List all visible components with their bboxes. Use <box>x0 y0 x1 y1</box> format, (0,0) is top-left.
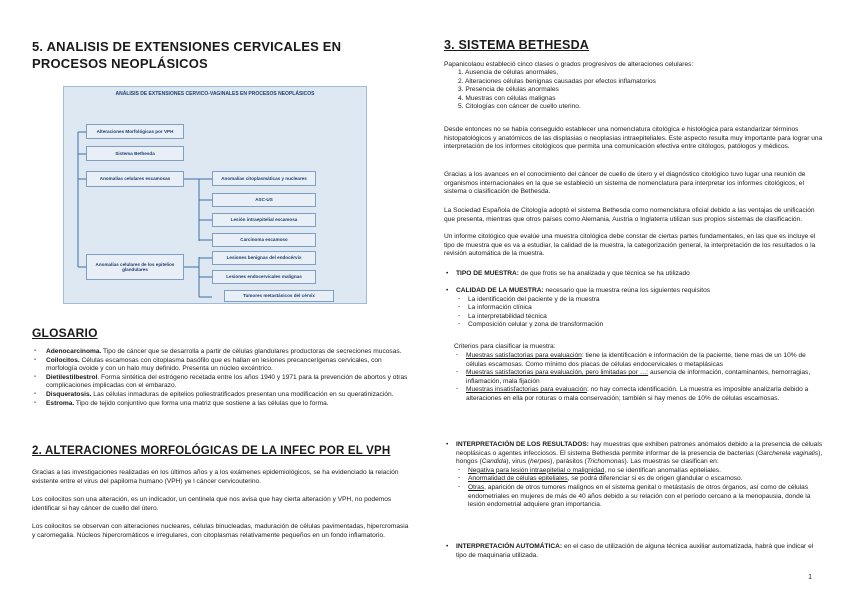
calidad-subitem: - La interpretabilidad técnica <box>456 313 824 322</box>
bethesda-paragraph: Gracias a los avances en el conocimiento del cáncer de cuello de útero y el diagnóstico citológico tuvo lugar una reunión de organismos internacionales en la que se estableció un sistema de nomenclatura para interpretar los informes citológicos, el sistema o clasificación de Bethesda. <box>444 171 806 196</box>
section5-title: 5. ANALISIS DE EXTENSIONES CERVICALES EN PROCESOS NEOPLÁSICOS <box>32 39 342 71</box>
section2-paragraph: Los coilocitos son una alteración, es un indicador, un centinela que nos avisa que hay cierta alteración y VPH, no podemos identificar si hay cáncer de cuello del útero. <box>32 496 392 512</box>
diagram-box-malignas: Lesiones endocervicales malignas <box>212 270 316 284</box>
section2-title: 2. ALTERACIONES MORFOLÓGICAS DE LA INFEC POR EL VPH <box>32 445 391 457</box>
page-number: 1 <box>808 574 812 581</box>
glosario-list <box>32 348 412 408</box>
section2-paragraph: Gracias a las investigaciones realizadas en los últimos años y a los exámenes epidemiológicos, se ha evidenciado la relación existente entre el virus del papiloma humano (VPH) ye l cáncer cervicouterino. <box>32 469 399 485</box>
tipo-muestra-item: • TIPO DE MUESTRA: de que frotis se ha analizada y que técnica se ha utilizado <box>444 270 824 279</box>
interpretacion-list <box>444 441 824 510</box>
class-item: 4. Muestras con células malignas <box>458 94 556 102</box>
glosario-item: - Dietilestilbestrol. Forma sintética del estrógeno recetada entre los años 1940 y 1971 para la prevención de abortos y otras complicaciones implicadas con el embarazo. <box>32 374 412 391</box>
diagram-box-bethesda: Sistema Bethesda <box>86 146 184 161</box>
calidad-subitem: - La información clínica <box>456 304 824 313</box>
diagram-box-escamosas: Anomalías celulares escamosas <box>86 171 184 187</box>
criterios-list <box>454 352 824 404</box>
section3-title: 3. SISTEMA BETHESDA <box>444 38 590 52</box>
criterios-label: Criterios para clasificar la muestra: <box>454 343 556 350</box>
papanicolaou-classes <box>458 69 818 112</box>
bethesda-paragraph: La Sociedad Española de Citología adoptó el sistema Bethesda como nomenclatura oficial debido a las ventajas de unificación que presenta, mientras que otros países como Alemania, Austria o Inglaterra utilizan sus propios sistemas de clasificación. <box>444 207 815 223</box>
diagram-box-glandulares: Anomalías celulares de los epitelios glandulares <box>86 254 184 280</box>
interpretacion-subitem: - Anormalidad de células epiteliales, se podrá diferenciar si es de origen glandular o escamoso. <box>456 475 824 484</box>
interpretacion-subitem: - Negativa para lesión intraepitelial o malignidad, no se identifican anomalías epiteliales. <box>456 467 824 476</box>
calidad-subitem: - La identificación del paciente y de la muestra <box>456 296 824 305</box>
class-item: 2. Alteraciones células benignas causadas por efectos inflamatorios <box>458 77 656 85</box>
interpretacion-subitem: - Otras, aparición de otros tumores malignos en el sistema genital o metástasis de otros órganos, así como de células endometriales en mujeres de más de 40 años debido a su relación con el periodo cercano a la menopausia, donde la lesión endometrial adquiere gran importancia. <box>456 484 824 510</box>
diagram-box-benignas: Lesiones benignas del endocérvix <box>212 251 316 265</box>
diagram <box>63 86 367 304</box>
criterio-item: - Muestras satisfactorias para evaluación: tiene la identificación e información de la paciente, tiene mas de un 10% de células escamosas. Como mínimo dos placas de células endocervicales o metaplásicas <box>454 352 824 369</box>
interpretacion-sublist <box>456 467 824 510</box>
calidad-sublist <box>456 296 824 330</box>
class-item: 1. Ausencia de células anormales, <box>458 69 559 76</box>
interpretacion-item: • INTERPRETACIÓN DE LOS RESULTADOS: hay muestras que exhiben patrones anómalos debido a la presencia de céluals neoplásicas o agentes infecciosos. El sistema Bethesda permite informar de la presencia de bacterias (Garcherela vaginalis), hongos (Candida), virus (herpes), parásitos (Trichomonas). Las muestras se clasifican en: - Negativa para lesión intraepitelial o malignidad, no se identifican anomalías epiteliales. - Anormalidad de células epiteliales, se podrá diferenciar si es de origen glandular o escamoso. - Otras, aparición de otros tumores malignos en el sistema genital o metástasis de otros órganos, así como de células endometriales en mujeres de más de 40 años debido a su relación con el periodo cercano a la menopausia, donde la lesión endometrial adquiere gran importancia. <box>444 441 824 510</box>
diagram-box-citoplasmaticas: Anomalías citoplasmáticas y nucleares <box>212 171 316 186</box>
glosario-item: - Estroma. Tipo de tejido conjuntivo que forma una matriz que sostiene a las células que lo forma. <box>32 400 412 409</box>
diagram-box-metastasicos: Tumores metastásicos del cérvix <box>224 290 334 302</box>
bethesda-paragraph: Un informe citológico que evalúe una muestra citológica debe constar de ciertas partes fundamentales, en las que es incluye el tipo de muestra que es va a estudiar, la calidad de la muestra, la categorización general, la interpretación de los resultados o la revisión automática de la muestra. <box>444 233 816 258</box>
diagram-box-vph: Alteraciones Morfológicas por VPH <box>86 124 184 139</box>
diagram-box-ascus: ASC-US <box>212 193 316 207</box>
section2-paragraph: Los coilocitos se observan con alteraciones nucleares, células binucleadas, maduración de células pavimentadas, hipercromasia y caromegalia. Núcleos hipercromáticos e irregulares, con citoplasmas relativamente pequeños en un fondo inflamatorio. <box>32 523 409 539</box>
diagram-box-lesion-intraepitelial: Lesión intraepitelial escamosa <box>212 213 316 227</box>
class-item: 5. Citologías con cáncer de cuello uterino. <box>458 103 581 111</box>
report-parts-list <box>444 270 824 279</box>
glosario-item: - Coilocitos. Células escamosas con citoplasma basófilo que es hallan en lesiones precancerígenas cervicales, con morfología ovoide y con un halo muy definido. Presenta un núcleo excéntrico. <box>32 357 412 374</box>
bethesda-intro: Papanicolaou estableció cinco clases o grados progresivos de alteraciones celulares: <box>444 61 694 68</box>
glosario-item: - Adenocarcinoma. Tipo de cáncer que se desarrolla a partir de células glandulares productoras de secreciones mucosas. <box>32 348 412 357</box>
glosario-title: GLOSARIO <box>32 326 98 340</box>
automatica-item: • INTERPRETACIÓN AUTOMÁTICA: en el caso de utilización de alguna técnica auxiliar automatizada, habrá que indicar el tipo de maquinaria utilizada. <box>444 543 824 560</box>
diagram-title: ANÁLISIS DE EXTENSIONES CERVICO-VAGINALES EN PROCESOS NEOPLÁSICOS <box>115 91 315 97</box>
calidad-muestra-item: • CALIDAD DE LA MUESTRA: necesario que la muestra reúna los siguientes requisitos - La identificación del paciente y de la muestra - La información clínica - La interpretabilidad técnica - Composición celular y zona de transformación <box>444 287 824 330</box>
criterio-item: - Muestras satisfactorias para evaluación, pero limitadas por …: ausencia de información, contaminantes, hemorragias, inflamación, mala fijación <box>454 369 824 386</box>
criterio-item: - Muestras insatisfactorias para evaluación: no hay correcta identificación. La muestra es imposible analizarla debido a alteraciones en ella por roturas o mala conservación; también si hay menos de 10% de células escamosas. <box>454 386 824 403</box>
automatica-list <box>444 543 824 560</box>
calidad-subitem: - Composición celular y zona de transformación <box>456 321 824 330</box>
class-item: 3. Presencia de células anormales <box>458 86 559 94</box>
bethesda-paragraph: Desde entonces no se había conseguido establecer una nomenclatura citológica e histológica para estandarizar términos histopatológicos y anatómicos de las displasias o neoplasias intraepiteliales. Este aspecto resulta muy importante para lograr una interpretación de los informes citológicos que permita una comunicación efectiva entre citólogos, patólogos y médicos. <box>444 126 823 151</box>
calidad-list <box>444 287 824 330</box>
glosario-item: - Disqueratosis. Las células inmaduras de epitelios poliestratificados presentan una modificación en su queratinización. <box>32 391 412 400</box>
diagram-box-carcinoma: Carcinoma escamoso <box>212 233 316 247</box>
